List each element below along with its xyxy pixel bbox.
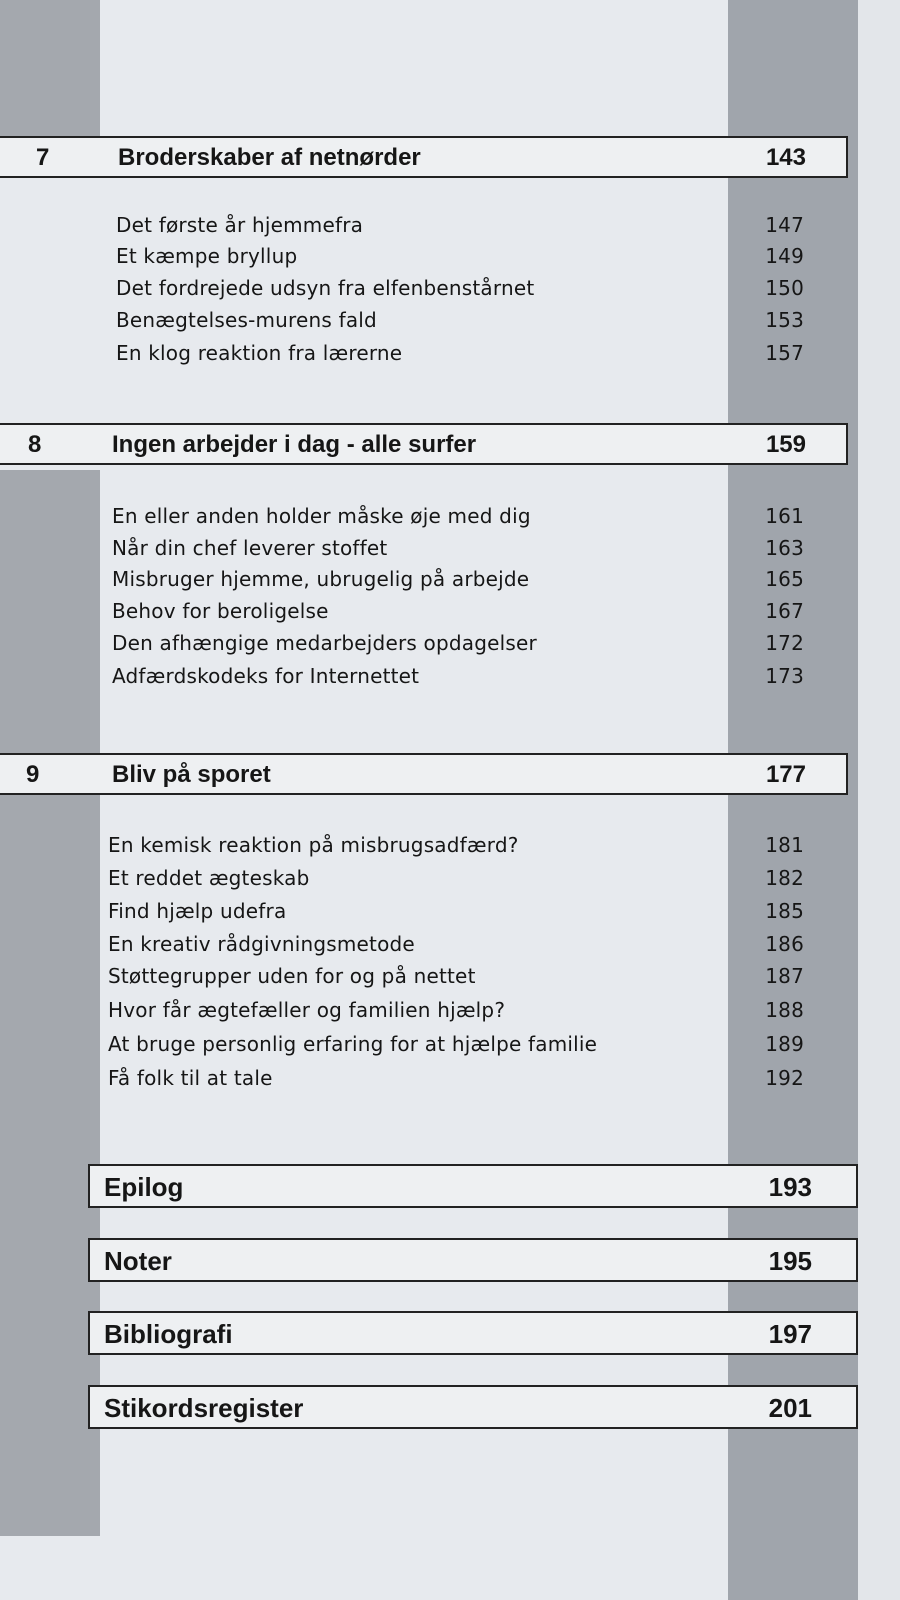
entry-title: Hvor får ægtefæller og familien hjælp? (108, 998, 506, 1022)
left-band-decor (0, 470, 100, 754)
entry-page: 187 (765, 964, 804, 988)
toc-entry[interactable] (112, 627, 804, 659)
entry-page: 172 (765, 631, 804, 655)
toc-entry[interactable] (108, 928, 804, 960)
toc-entry[interactable] (116, 209, 804, 241)
entry-title: Adfærdskodeks for Internettet (112, 664, 420, 688)
entry-page: 167 (765, 599, 804, 623)
left-band-decor (0, 790, 100, 1536)
entry-title: Behov for beroligelse (112, 599, 329, 623)
toc-entry[interactable] (116, 304, 804, 336)
left-band-decor (0, 0, 100, 138)
entry-title: Misbruger hjemme, ubrugelig på arbejde (112, 567, 530, 591)
entry-title: Benægtelses-murens fald (116, 308, 377, 332)
entry-title: Den afhængige medarbejders opdagelser (112, 631, 537, 655)
chapter-heading[interactable] (0, 753, 848, 795)
entry-title: Få folk til at tale (108, 1066, 273, 1090)
chapter-number: 7 (36, 144, 50, 171)
entry-title: Det første år hjemmefra (116, 213, 364, 237)
chapter-heading[interactable] (0, 423, 848, 465)
entry-page: 182 (765, 866, 804, 890)
toc-entry[interactable] (112, 500, 804, 532)
section-title: Stikordsregister (104, 1393, 304, 1423)
section-page: 197 (768, 1319, 812, 1349)
entry-page: 157 (765, 341, 804, 365)
chapter-page: 159 (765, 431, 806, 458)
section-title: Bibliografi (104, 1319, 233, 1349)
page-edge (858, 0, 900, 1600)
entry-title: Det fordrejede udsyn fra elfenbenstårnet (116, 276, 535, 300)
toc-section-stikordsregister[interactable] (88, 1385, 858, 1429)
entry-page: 163 (765, 536, 804, 560)
entry-page: 149 (765, 244, 804, 268)
entry-page: 185 (765, 899, 804, 923)
entry-title: Et kæmpe bryllup (116, 244, 298, 268)
toc-entry[interactable] (112, 660, 804, 692)
toc-section-noter[interactable] (88, 1238, 858, 1282)
toc-entry[interactable] (108, 1028, 804, 1060)
chapter-page: 143 (765, 144, 806, 171)
chapter-number: 9 (26, 761, 40, 788)
toc-entry[interactable] (116, 272, 804, 304)
section-title: Epilog (104, 1172, 184, 1202)
section-page: 195 (768, 1246, 812, 1276)
entry-page: 189 (765, 1032, 804, 1056)
entry-page: 173 (765, 664, 804, 688)
entry-page: 147 (765, 213, 804, 237)
entry-page: 150 (765, 276, 804, 300)
chapter-page: 177 (765, 761, 806, 788)
toc-entry[interactable] (108, 1062, 804, 1094)
section-title: Noter (104, 1246, 172, 1276)
entry-page: 192 (765, 1066, 804, 1090)
toc-entry[interactable] (112, 532, 804, 564)
entry-title: En eller anden holder måske øje med dig (112, 504, 531, 528)
entry-page: 188 (765, 998, 804, 1022)
toc-entry[interactable] (112, 563, 804, 595)
entry-title: En kreativ rådgivningsmetode (108, 932, 415, 956)
chapter-title: Ingen arbejder i dag - alle surfer (112, 431, 477, 458)
toc-entry[interactable] (116, 240, 804, 272)
toc-entry[interactable] (116, 337, 804, 369)
entry-page: 165 (765, 567, 804, 591)
toc-entry[interactable] (108, 994, 804, 1026)
toc-section-bibliografi[interactable] (88, 1311, 858, 1355)
toc-entry[interactable] (112, 595, 804, 627)
entry-title: Et reddet ægteskab (108, 866, 310, 890)
toc-entry[interactable] (108, 829, 804, 861)
entry-title: Når din chef leverer stoffet (112, 536, 388, 560)
entry-title: Støttegrupper uden for og på nettet (108, 964, 476, 988)
chapter-title: Bliv på sporet (112, 761, 271, 788)
chapter-heading[interactable] (0, 136, 848, 178)
chapter-number: 8 (28, 431, 42, 458)
entry-title: Find hjælp udefra (108, 899, 287, 923)
toc-entry[interactable] (108, 960, 804, 992)
entry-title: En kemisk reaktion på misbrugsadfærd? (108, 833, 519, 857)
chapter-title: Broderskaber af netnørder (118, 144, 421, 171)
entry-title: En klog reaktion fra lærerne (116, 341, 403, 365)
section-page: 201 (768, 1393, 812, 1423)
toc-section-epilog[interactable] (88, 1164, 858, 1208)
entry-title: At bruge personlig erfaring for at hjælpe familie (108, 1032, 598, 1056)
entry-page: 181 (765, 833, 804, 857)
toc-entry[interactable] (108, 895, 804, 927)
entry-page: 153 (765, 308, 804, 332)
toc-entry[interactable] (108, 862, 804, 894)
entry-page: 161 (765, 504, 804, 528)
section-page: 193 (768, 1172, 812, 1202)
entry-page: 186 (765, 932, 804, 956)
